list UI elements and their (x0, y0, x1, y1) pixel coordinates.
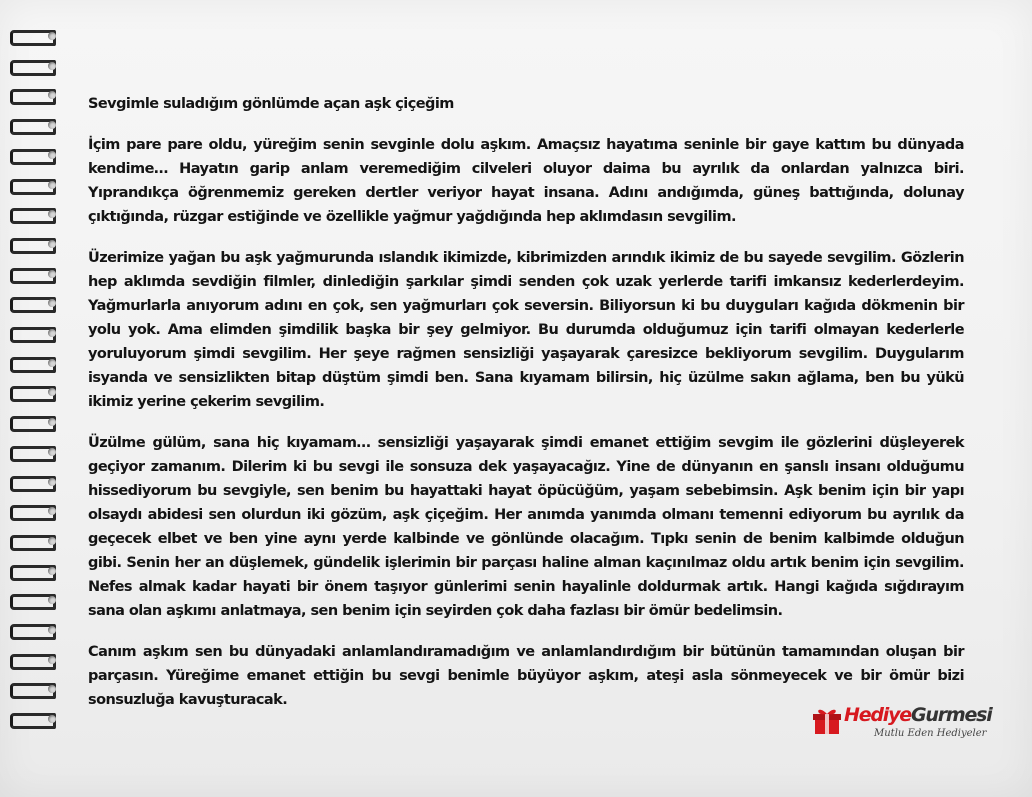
ring-hole (48, 32, 56, 40)
spiral-ring-icon (8, 236, 60, 256)
spiral-ring-icon (8, 474, 60, 494)
ring-hole (48, 359, 56, 367)
spiral-ring-icon (8, 414, 60, 434)
spiral-ring-icon (8, 28, 60, 48)
spiral-ring-icon (8, 147, 60, 167)
spiral-ring-icon (8, 444, 60, 464)
spiral-ring-icon (8, 384, 60, 404)
spiral-ring-icon (8, 533, 60, 553)
spiral-ring-icon (8, 681, 60, 701)
spiral-ring-icon (8, 355, 60, 375)
spiral-ring-icon (8, 295, 60, 315)
spiral-ring-icon (8, 58, 60, 78)
spiral-ring-icon (8, 206, 60, 226)
spiral-ring-icon (8, 325, 60, 345)
brand-name (844, 704, 992, 726)
letter-paragraph-3: Üzülme gülüm, sana hiç kıyamam… sensizliği yaşayarak şimdi emanet ettiğim sevgim ile gözlerini düşleyerek geçiyor zamanım. Dilerim ki bu sevgi ile sonsuza dek yaşayacağız. Yine de dünyanın en şanslı insanı olduğumu hissediyorum bu sevgiyle, sen benim bu hayattaki hayat öpücüğüm, yaşam sebebimsin. Aşk benim için bir yapı olsaydı abidesi sen olurdun iki gözüm, aşk çiçeğim. Her anımda yanımda olmanı temenni ediyorum bu ayrılık da geçecek elbet ve ben yine aynı yerde kalbinde ve gönlünde olacağım. Tıpkı senin de benim kalbimde olduğun gibi. Senin her an düşlemek, gündelik işlerimin bir parçası haline alman kaçınılmaz oldu artık benim için sevgilim. Nefes almak kadar hayati bir önem taşıyor günlerimi senin hayalinle doldurmak artık. Hangi kağıda sığdırayım sana olan aşkımı anlatmaya, sen benim için seyirden çok daha fazlası bir ömür bedelimsin. (88, 435, 964, 619)
spiral-ring-icon (8, 563, 60, 583)
spiral-ring-icon (8, 117, 60, 137)
spiral-ring-icon (8, 87, 60, 107)
ring-hole (48, 626, 56, 634)
spiral-ring-icon (8, 503, 60, 523)
brand-logo (808, 702, 992, 746)
spiral-ring-icon (8, 177, 60, 197)
brand-name-part1: Hediye (844, 704, 911, 726)
brand-tagline: Mutlu Eden Hediyeler (874, 728, 987, 739)
ring-hole (48, 567, 56, 575)
ring-hole (48, 270, 56, 278)
letter-title: Sevgimle suladığım gönlümde açan aşk çiçeğim (88, 96, 454, 112)
letter-paragraph-4: Canım aşkım sen bu dünyadaki anlamlandıramadığım ve anlamlandırdığım bir bütünün tamamından oluşan bir parçasın. Yüreğime emanet ettiğin bu sevgi benimle büyüyor aşkım, ateşi asla sönmeyecek ve bir ömür bizi sonsuzluğa kavuşturacak. (88, 644, 964, 708)
ring-hole (48, 656, 56, 664)
ring-hole (48, 329, 56, 337)
gift-box-icon (812, 706, 842, 736)
brand-name-part2: Gurmesi (910, 704, 992, 726)
spiral-ring-icon (8, 652, 60, 672)
ring-hole (48, 478, 56, 486)
ring-hole (48, 181, 56, 189)
letter-paragraph-2: Üzerimize yağan bu aşk yağmurunda ıslandık ikimizde, kibrimizden arındık ikimiz de bu sayede sevgilim. Gözlerin hep aklımda sevdiğin filmler, dinlediğin şarkılar şimdi senden çok uzak yerlerde tarifi imkansız kederlerdeyim. Yağmurlarla anıyorum adını en çok, sen yağmurları çok seversin. Biliyorsun ki bu duyguları kağıda dökmenin bir yolu yok. Ama elimden şimdilik başka bir şey gelmiyor. Bu durumda olduğumuz için tarifi olmayan kederlerle yoruluyorum şimdi sevgilim. Her şeye rağmen sensizliği yaşayarak çaresizce bekliyorum sevgilim. Duygularım isyanda ve sensizlikten bitap düştüm şimdi ben. Sana kıyamam bilirsin, hiç üzülme sakın ağlama, ben bu yükü ikimiz yerine çekerim sevgilim. (88, 250, 964, 410)
ring-hole (48, 240, 56, 248)
letter-body (88, 92, 964, 729)
spiral-ring-icon (8, 266, 60, 286)
letter-paragraph-1: İçim pare pare oldu, yüreğim senin sevginle dolu aşkım. Amaçsız hayatıma seninle bir gaye kattım bu dünyada kendime… Hayatın garip anlam veremediğim cilveleri oluyor daima bu ayrılık da onlardan yalnızca biri. Yıprandıkça öğrenmemiz gereken dertler veriyor hayat insana. Adını andığımda, güneş battığında, dolunay çıktığında, rüzgar estiğinde ve özellikle yağmur yağdığında hep aklımdasın sevgilim. (88, 137, 964, 225)
ring-hole (48, 62, 56, 70)
ring-hole (48, 537, 56, 545)
spiral-ring-icon (8, 711, 60, 731)
spiral-binding (8, 28, 68, 748)
spiral-ring-icon (8, 592, 60, 612)
ring-hole (48, 151, 56, 159)
ring-hole (48, 448, 56, 456)
spiral-ring-icon (8, 622, 60, 642)
